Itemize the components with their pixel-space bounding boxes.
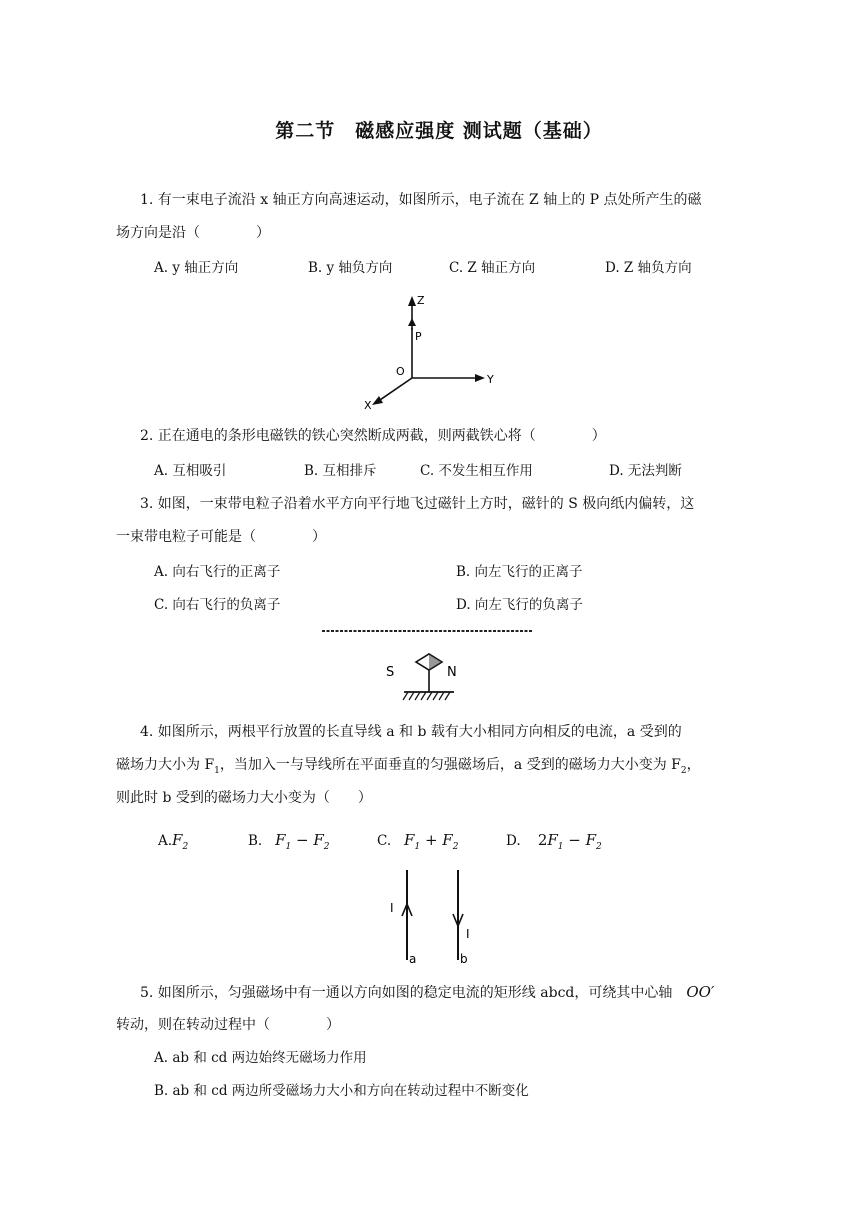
q3-text-line2: 一束带电粒子可能是（ ） [116, 529, 326, 545]
q1-option-b[interactable]: B. y 轴负方向 [308, 260, 393, 276]
origin-label: O [396, 365, 405, 378]
z-label: Z [417, 294, 425, 307]
q5-option-a[interactable]: A. ab 和 cd 两边始终无磁场力作用 [154, 1050, 367, 1066]
x-label: X [364, 399, 372, 412]
q1-option-c[interactable]: C. Z 轴正方向 [449, 260, 536, 276]
current-b-label: I [466, 927, 470, 941]
wire-a-label: a [409, 952, 417, 966]
x-arrow-head [372, 396, 383, 405]
q3-compass-figure [318, 624, 538, 710]
q2-option-c[interactable]: C. 不发生相互作用 [420, 463, 533, 479]
q3-text-line1: 3. 如图，一束带电粒子沿着水平方向平行地飞过磁针上方时，磁针的 S 极向纸内偏转，这 [140, 496, 695, 512]
q4-text-line3: 则此时 b 受到的磁场力大小变为（ ） [116, 790, 372, 806]
q4-text-line1: 4. 如图所示，两根平行放置的长直导线 a 和 b 载有大小相同方向相反的电流，a 受到的 [140, 724, 682, 740]
q2-option-a[interactable]: A. 互相吸引 [154, 463, 227, 479]
q4-option-a[interactable]: $A.F_2$ [158, 831, 189, 852]
z-arrow-head [408, 296, 416, 306]
q2-text-line1: 2. 正在通电的条形电磁铁的铁心突然断成两截，则两截铁心将（ ） [140, 428, 606, 444]
q1-axes-figure [355, 290, 515, 415]
q1-option-a[interactable]: A. y 轴正方向 [154, 260, 239, 276]
x-axis-line [377, 378, 412, 402]
p-marker-arrow [408, 318, 416, 326]
q4-wires-figure [380, 864, 490, 968]
p-label: P [415, 330, 422, 343]
q2-option-d[interactable]: D. 无法判断 [609, 463, 682, 479]
current-a-label: I [390, 901, 394, 915]
q4-text-line2: 磁场力大小为 $F_1$，当加入一与导线所在平面垂直的匀强磁场后，a 受到的磁场力大小变为 $F_2$， [116, 757, 701, 776]
q3-option-b[interactable]: B. 向左飞行的正离子 [456, 564, 583, 580]
q4-option-c[interactable]: C. $F_1 + F_2$ [377, 831, 459, 852]
s-pole-label: S [386, 665, 395, 680]
q3-option-d[interactable]: D. 向左飞行的负离子 [456, 597, 583, 613]
q5-option-b[interactable]: B. ab 和 cd 两边所受磁场力大小和方向在转动过程中不断变化 [154, 1083, 529, 1099]
q4-option-b[interactable]: B. $F_1 - F_2$ [248, 831, 330, 852]
q1-text-line2: 场方向是沿（ ） [116, 225, 270, 241]
axis-label: OO′ [686, 983, 715, 1001]
y-label: Y [487, 373, 494, 386]
q5-text-line1: 5. 如图所示，匀强磁场中有一通以方向如图的稳定电流的矩形线 abcd，可绕其中心轴 OO′ [140, 983, 715, 1001]
q4-option-d[interactable]: D. $2F_1 - F_2$ [506, 831, 602, 852]
wire-b-label: b [460, 952, 468, 966]
q1-text-line1: 1. 有一束电子流沿 x 轴正方向高速运动，如图所示，电子流在 Z 轴上的 P 点处所产生的磁 [140, 192, 702, 208]
page-title: 第二节 磁感应强度 测试题（基础） [275, 120, 603, 142]
q3-option-c[interactable]: C. 向右飞行的负离子 [154, 597, 281, 613]
q3-option-a[interactable]: A. 向右飞行的正离子 [154, 564, 281, 580]
q1-option-d[interactable]: D. Z 轴负方向 [605, 260, 692, 276]
n-pole-label: N [447, 665, 457, 680]
q5-text-line2: 转动，则在转动过程中（ ） [116, 1017, 340, 1033]
q2-option-b[interactable]: B. 互相排斥 [304, 463, 377, 479]
y-arrow-head [475, 374, 485, 382]
